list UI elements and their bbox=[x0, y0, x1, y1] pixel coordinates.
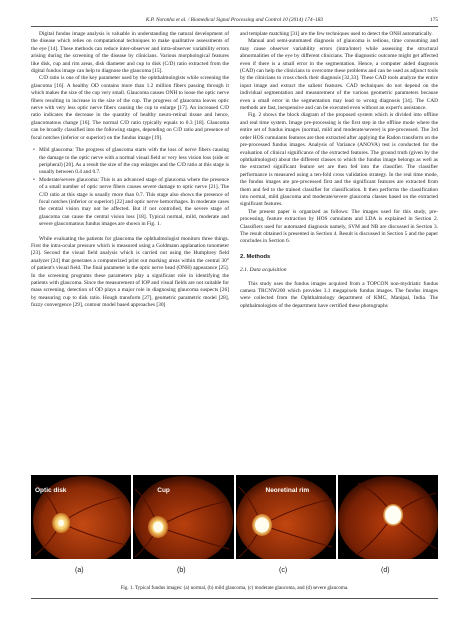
paragraph: and template matching [31] are the few techniques used to detect the ONH automatically. bbox=[240, 31, 433, 37]
right-column bbox=[240, 31, 438, 310]
panel-letter: (d) bbox=[381, 567, 390, 574]
header-rule bbox=[31, 26, 438, 27]
journal-citation: K.P. Noronha et al. / Biomedical Signal Processing and Control 10 (2014) 174–183 bbox=[145, 17, 324, 23]
fundus-image-mild bbox=[133, 475, 233, 559]
fundus-image-severe bbox=[338, 475, 438, 559]
running-header bbox=[31, 17, 438, 25]
page-number: 175 bbox=[430, 17, 438, 23]
list-item: • Moderate/severe glaucoma: This is an advanced stage of glaucoma where the presence of a small number of optic nerve fibers causes severe damage to optic nerve [21]. The C/D ratio at this stage is usually more than 0.7. This stage also shows the presence of focal notches (inferior or superior) [22] and optic nerve hemorrhages. In moderate cases the central vision may not be affected. But if not controlled, the severe stage of glaucoma can cause the central vision loss [18]. Typical normal, mild, moderate and severe glaucomatous fundus images are shown in Fig. 1. bbox=[39, 177, 229, 229]
panel-letter: (c) bbox=[279, 567, 288, 574]
left-column bbox=[31, 31, 229, 310]
fundus-image-moderate bbox=[236, 475, 336, 559]
paragraph: While evaluating the patients for glaucoma the ophthalmologist monitors three things. First the intra-ocular pressure which is measured using a Goldmann applanation tonometer [23]. Second the visual field analysis which is carried out using the Humphrey field analyzer [24] that generates a computerized print out marking areas within the central 30° of patient's visual field. The final parameter is the optic nerve head (ONH) appearance [25]. In the screening programs these parameters play a significant role in identifying the patients with glaucoma. Since the measurement of IOP and visual fields are not suitable for mass screening, detection of OD plays a major role in diagnosing glaucoma suspects [26] by measuring cup to disk ratio. Hough transform [27], geometric parametric model [28], fuzzy convergence [29], contour model based approaches [30] bbox=[31, 235, 229, 309]
paragraph: C/D ratio is one of the key parameter used by the ophthalmologists while screening the glaucoma [16]. A healthy OD contains more than 1.2 million fibers passing through it which makes the size of the cup very small. Glaucoma causes ONH to loose the optic nerve fibers resulting in increase in the size of the cup. The progress of glaucoma leaves optic nerve with very less optic nerve fibers causing the cup to enlarge [17]. An increased C/D ratio indicates the decrease in the quantity of healthy neuro-retinal tissue and hence, glaucomatous change [16]. The normal C/D ratio typically equals to 0.3 [18]. Glaucoma can be broadly classified into the following stages, depending on C/D ratio and presence of focal notches (inferior or superior) on the fundus image [19]. bbox=[31, 75, 229, 141]
subsection-heading: 2.1. Data acquisition bbox=[240, 267, 287, 274]
figure-caption: Fig. 1. Typical fundus images: (a) normal, (b) mild glaucoma, (c) moderate glaucoma, and (d) severe glaucoma. bbox=[120, 585, 349, 591]
figure-label: Neoretinal rim bbox=[265, 487, 310, 494]
figure-panel-letters bbox=[31, 567, 438, 579]
fundus-image-normal bbox=[31, 475, 131, 559]
panel-letter: (a) bbox=[75, 567, 84, 574]
list-item: • Mild glaucoma: The progress of glaucoma starts with the loss of nerve fibers causing the damage to the optic nerve with a normal visual field or very less vision loss (side or peripheral) [20]. As a result the size of the cup enlarges and the C/D ratio at this stage is usually between 0.4 and 0.7. bbox=[39, 147, 229, 177]
paragraph: Manual and semi-automated diagnosis of glaucoma is tedious, time consuming and may cause observer variability errors (intra/inter) while assessing the structural abnormalities of the eye by different clinicians. The diagnostic outcome might get affected even if there is a small error in the segmentation. Hence, a computer aided diagnosis (CAD) can help the clinicians to overcome these problems and can be used as adjunct tools by the clinicians to cross check their diagnosis [32,33]. These CAD tools analyze the entire input image and extract the salient features. CAD techniques do not depend on the individual segmentation and measurement of the various geometric parameters because even a small error in the segmentation may lead to wrong diagnosis [34]. The CAD methods are fast, inexpensive and can be executed even without an expert's assistance. bbox=[240, 38, 438, 112]
section-heading: 2. Methods bbox=[240, 253, 271, 260]
fundus-photo bbox=[133, 475, 233, 559]
panel-letter: (b) bbox=[177, 567, 186, 574]
glaucoma-stage-list bbox=[31, 147, 229, 228]
fundus-photo bbox=[338, 475, 438, 559]
figure-fundus-images bbox=[31, 475, 438, 559]
figure-label: Cup bbox=[157, 487, 170, 494]
figure-rule bbox=[31, 598, 438, 599]
paragraph: This study uses the fundus images acquired from a TOPCON non-mydriatic fundus camera TRCNW200 which provides 3.1 megapixels fundus images. The fundus images were collected from the Ophthalmology department of KMC, Manipal, India. The ophthalmologists of the department have certified these photographs bbox=[240, 280, 438, 309]
figure-label: Optic disk bbox=[35, 487, 67, 494]
paragraph: Fig. 2 shows the block diagram of the proposed system which is divided into offline and real time system. Image pre-processing is the first step in the offline mode where the entire set of fundus images (normal, mild and moderate/severe) is pre-processed. The 3rd order HOS cumulants features are then extracted after applying the Radon transform on the pre-processed fundus images. Analysis of Variance (ANOVA) test is conducted for the evaluation of clinical significance of the extracted features. The ground truth (given by the ophthalmologist) about the different classes to which the fundus image belongs as well as the extracted significant feature set are then fed into the classifier. The classifier performance is measured using a ten-fold cross validation strategy. In the real time mode, the fundus images are pre-processed first and the significant features are extracted from them and fed to the trained classifier for classification. It then performs the classification into normal, mild glaucoma and moderate/severe glaucoma classes based on the extracted significant features. bbox=[240, 112, 438, 208]
paragraph: The present paper is organized as follows: The images used for this study, pre-processing, feature extraction by HOS cumulants and LDA is explained in Section 2. Classifiers used for automated diagnosis namely, SVM and NB are discussed in Section 3. The result obtained is presented in Section 4. Result is discussed in Section 5 and the paper concludes in Section 6. bbox=[240, 208, 438, 245]
paragraph: Digital fundus image analysis is valuable in understanding the natural development of the disease which relies on computational techniques to make qualitative assessments of the eye [14]. These methods can reduce inter-observer and intra-observer variability errors arising during the screening of the disease by clinicians. Various morphological features like disk, cup and rim areas, disk diameter and cup to disk (C/D) ratio extracted from the digital fundus image can help to diagnose the glaucoma [15]. bbox=[31, 31, 229, 75]
